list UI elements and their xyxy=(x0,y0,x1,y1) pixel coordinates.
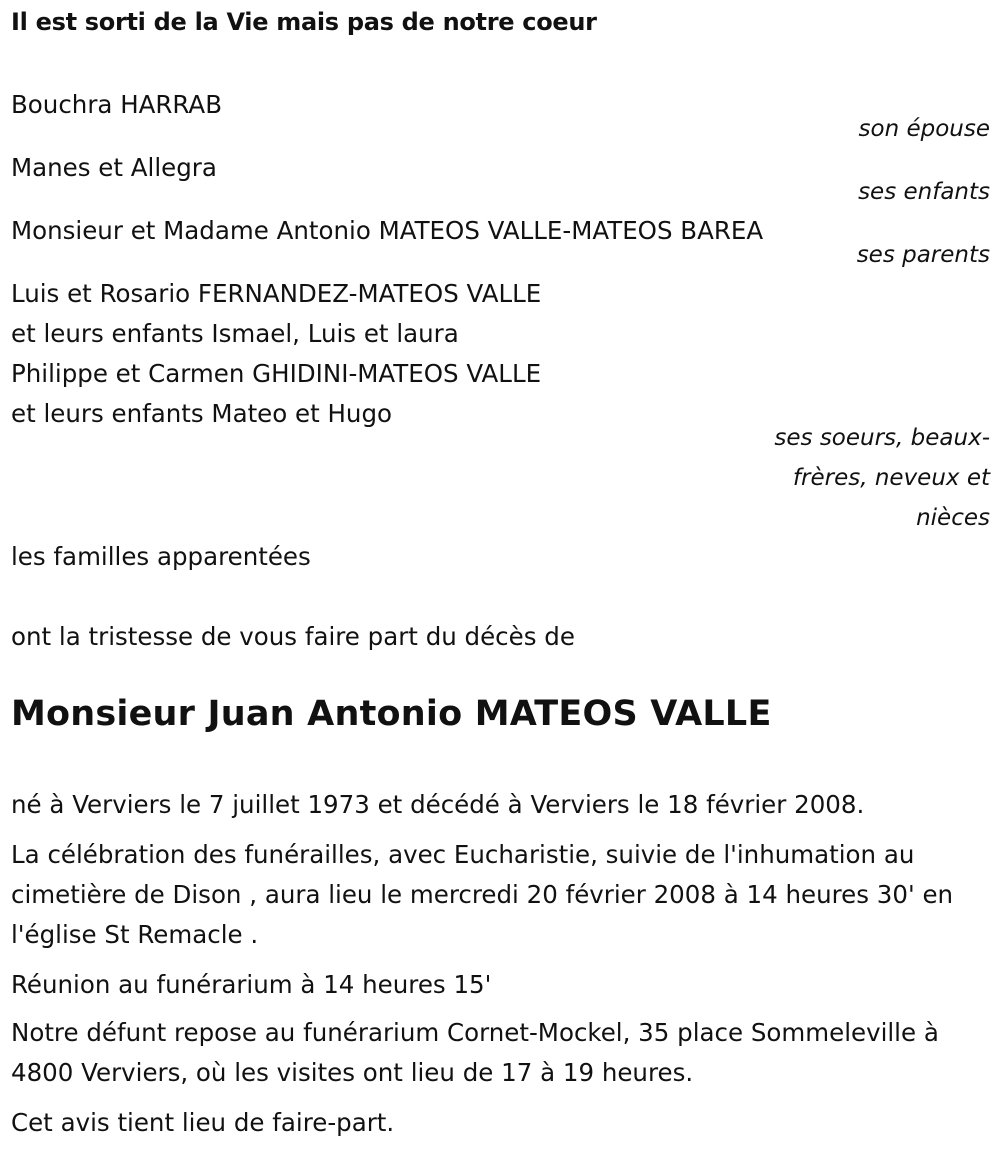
birth-death-details: né à Verviers le 7 juillet 1973 et décédé à Verviers le 18 février 2008. xyxy=(11,790,865,819)
related-families: les familles apparentées xyxy=(11,542,311,571)
deceased-name: Monsieur Juan Antonio MATEOS VALLE xyxy=(11,694,772,734)
closing-note: Cet avis tient lieu de faire-part. xyxy=(11,1108,395,1137)
siblings-line: et leurs enfants Ismael, Luis et laura xyxy=(11,319,459,348)
siblings-line: Luis et Rosario FERNANDEZ-MATEOS VALLE xyxy=(11,279,542,308)
epigraph: Il est sorti de la Vie mais pas de notre coeur xyxy=(11,8,597,36)
family-spouse-relation: son épouse xyxy=(858,116,990,142)
family-children-names: Manes et Allegra xyxy=(11,153,217,182)
funeral-details: La célébration des funérailles, avec Eucharistie, suivie de l'inhumation au cimetière de Dison , aura lieu le mercredi 20 février 2008 à 14 heures 30' en l'église St Remacle . xyxy=(11,840,954,949)
gathering-details: Réunion au funérarium à 14 heures 15' xyxy=(11,970,492,999)
siblings-line: et leurs enfants Mateo et Hugo xyxy=(11,399,392,428)
family-children-relation: ses enfants xyxy=(858,179,990,205)
family-parents-relation: ses parents xyxy=(856,242,990,268)
siblings-relation: ses soeurs, beaux-frères, neveux et nièces xyxy=(774,425,990,531)
family-parents-names: Monsieur et Madame Antonio MATEOS VALLE-MATEOS BAREA xyxy=(11,216,764,245)
visitation-details: Notre défunt repose au funérarium Cornet-Mockel, 35 place Sommeleville à 4800 Verviers, où les visites ont lieu de 17 à 19 heures. xyxy=(11,1018,939,1087)
announcement-text: ont la tristesse de vous faire part du décès de xyxy=(11,622,575,651)
siblings-line: Philippe et Carmen GHIDINI-MATEOS VALLE xyxy=(11,359,542,388)
family-spouse-name: Bouchra HARRAB xyxy=(11,90,223,119)
